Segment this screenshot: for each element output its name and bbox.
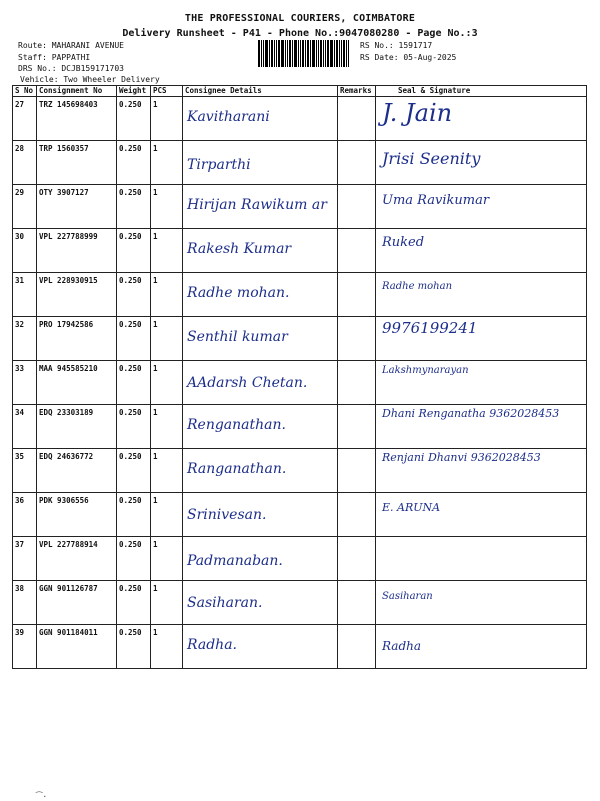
cell-remarks [338,405,376,449]
vehicle-label: Vehicle: Two Wheeler Delivery [20,75,160,84]
cell-pcs: 1 [151,361,183,405]
cell-pcs: 1 [151,185,183,229]
consignee-handwriting: Sasiharan. [187,595,263,611]
signature-handwriting: 9976199241 [382,319,478,337]
cell-weight: 0.250 [117,493,151,537]
cell-sno: 36 [13,493,37,537]
col-header-consignment: Consignment No [37,86,117,97]
cell-pcs: 1 [151,625,183,669]
cell-consignee [183,229,338,273]
cell-consignee [183,361,338,405]
cell-pcs: 1 [151,537,183,581]
cell-consignee [183,493,338,537]
cell-consignment-no: PRO 17942586 [37,317,117,361]
consignee-handwriting: Ranganathan. [187,461,287,477]
cell-weight: 0.250 [117,625,151,669]
cell-consignee [183,625,338,669]
cell-weight: 0.250 [117,581,151,625]
col-header-weight: Weight [117,86,151,97]
route-label: Route: MAHARANI AVENUE [18,41,124,50]
cell-sno: 38 [13,581,37,625]
runsheet-table [12,85,587,669]
cell-signature [376,229,587,273]
cell-signature [376,273,587,317]
signature-handwriting: Jrisi Seenity [382,149,481,168]
cell-sno: 31 [13,273,37,317]
cell-sno: 37 [13,537,37,581]
cell-pcs: 1 [151,493,183,537]
cell-remarks [338,97,376,141]
table-row [13,537,587,581]
cell-weight: 0.250 [117,273,151,317]
table-row [13,625,587,669]
cell-consignee [183,185,338,229]
cell-remarks [338,273,376,317]
cell-consignee [183,273,338,317]
table-row [13,493,587,537]
table-row [13,317,587,361]
consignee-handwriting: Radha. [187,637,237,653]
table-row [13,581,587,625]
cell-remarks [338,493,376,537]
cell-weight: 0.250 [117,229,151,273]
cell-weight: 0.250 [117,361,151,405]
cell-signature [376,581,587,625]
cell-weight: 0.250 [117,185,151,229]
signature-handwriting: Uma Ravikumar [382,193,490,208]
signature-handwriting: Lakshmynarayan [382,365,469,376]
cell-consignment-no: EDQ 24636772 [37,449,117,493]
cell-consignment-no: OTY 3907127 [37,185,117,229]
cell-weight: 0.250 [117,449,151,493]
cell-weight: 0.250 [117,537,151,581]
rs-date: RS Date: 05-Aug-2025 [360,53,457,62]
consignee-handwriting: Radhe mohan. [187,285,290,301]
consignee-handwriting: Hirijan Rawikum ar [187,197,327,213]
cell-sno: 33 [13,361,37,405]
table-row [13,405,587,449]
cell-consignment-no: GGN 901184011 [37,625,117,669]
col-header-sno: S No [13,86,37,97]
scan-mark: ⁀· [36,792,48,801]
signature-handwriting: Radha [382,639,422,653]
cell-remarks [338,141,376,185]
cell-signature [376,625,587,669]
signature-handwriting: Sasiharan [382,591,433,602]
cell-remarks [338,229,376,273]
table-row [13,361,587,405]
cell-pcs: 1 [151,229,183,273]
cell-signature [376,537,587,581]
cell-signature [376,317,587,361]
cell-weight: 0.250 [117,141,151,185]
col-header-pcs: PCS [151,86,183,97]
cell-remarks [338,625,376,669]
table-row [13,273,587,317]
table-row [13,97,587,141]
cell-consignment-no: GGN 901126787 [37,581,117,625]
consignee-handwriting: Rakesh Kumar [187,241,292,257]
cell-signature [376,97,587,141]
table-header-row [13,86,587,97]
consignee-handwriting: Senthil kumar [187,329,288,345]
cell-pcs: 1 [151,141,183,185]
cell-consignee [183,317,338,361]
cell-remarks [338,361,376,405]
cell-remarks [338,449,376,493]
cell-signature [376,493,587,537]
cell-remarks [338,317,376,361]
cell-consignment-no: VPL 227788914 [37,537,117,581]
barcode-image [258,40,351,67]
cell-weight: 0.250 [117,405,151,449]
cell-weight: 0.250 [117,97,151,141]
cell-remarks [338,581,376,625]
cell-sno: 27 [13,97,37,141]
rs-number: RS No.: 1591717 [360,41,433,50]
signature-handwriting: Renjani Dhanvi 9362028453 [382,451,541,464]
consignee-handwriting: Srinivesan. [187,507,267,523]
signature-handwriting: Dhani Renganatha 9362028453 [382,407,560,420]
consignee-handwriting: Tirparthi [187,157,251,173]
cell-consignment-no: MAA 945585210 [37,361,117,405]
cell-consignment-no: TRP 1560357 [37,141,117,185]
cell-consignment-no: VPL 228930915 [37,273,117,317]
consignee-handwriting: Kavitharani [187,109,270,125]
cell-consignment-no: PDK 9306556 [37,493,117,537]
cell-pcs: 1 [151,405,183,449]
cell-remarks [338,185,376,229]
cell-signature [376,185,587,229]
cell-pcs: 1 [151,581,183,625]
signature-handwriting: Ruked [382,235,425,250]
col-header-remarks: Remarks [338,86,376,97]
company-title: THE PROFESSIONAL COURIERS, COIMBATORE [184,13,416,24]
cell-consignment-no: VPL 227788999 [37,229,117,273]
col-header-signature: Seal & Signature [376,86,587,97]
staff-label: Staff: PAPPATHI [18,53,91,62]
cell-consignee [183,581,338,625]
cell-signature [376,405,587,449]
cell-pcs: 1 [151,317,183,361]
consignee-handwriting: Renganathan. [187,417,286,433]
table-row [13,141,587,185]
signature-handwriting: Radhe mohan [382,281,453,292]
cell-consignee [183,97,338,141]
signature-handwriting: E. ARUNA [382,501,441,514]
cell-sno: 34 [13,405,37,449]
cell-signature [376,141,587,185]
cell-signature [376,361,587,405]
table-row [13,229,587,273]
cell-sno: 35 [13,449,37,493]
cell-pcs: 1 [151,97,183,141]
signature-handwriting: J. Jain [382,99,453,127]
cell-consignee [183,449,338,493]
drs-label: DRS No.: DCJB159171703 [18,64,124,73]
cell-weight: 0.250 [117,317,151,361]
cell-consignee [183,537,338,581]
cell-pcs: 1 [151,273,183,317]
cell-consignment-no: TRZ 145698403 [37,97,117,141]
cell-consignment-no: EDQ 23303189 [37,405,117,449]
table-row [13,449,587,493]
consignee-handwriting: Padmanaban. [187,553,283,569]
cell-sno: 28 [13,141,37,185]
cell-sno: 32 [13,317,37,361]
cell-sno: 39 [13,625,37,669]
runsheet-subtitle: Delivery Runsheet - P41 - Phone No.:9047080280 - Page No.:3 [122,28,478,39]
cell-consignee [183,141,338,185]
cell-sno: 30 [13,229,37,273]
table-row [13,185,587,229]
cell-sno: 29 [13,185,37,229]
cell-pcs: 1 [151,449,183,493]
cell-consignee [183,405,338,449]
cell-signature [376,449,587,493]
col-header-consignee: Consignee Details [183,86,338,97]
consignee-handwriting: AAdarsh Chetan. [187,375,308,391]
cell-remarks [338,537,376,581]
